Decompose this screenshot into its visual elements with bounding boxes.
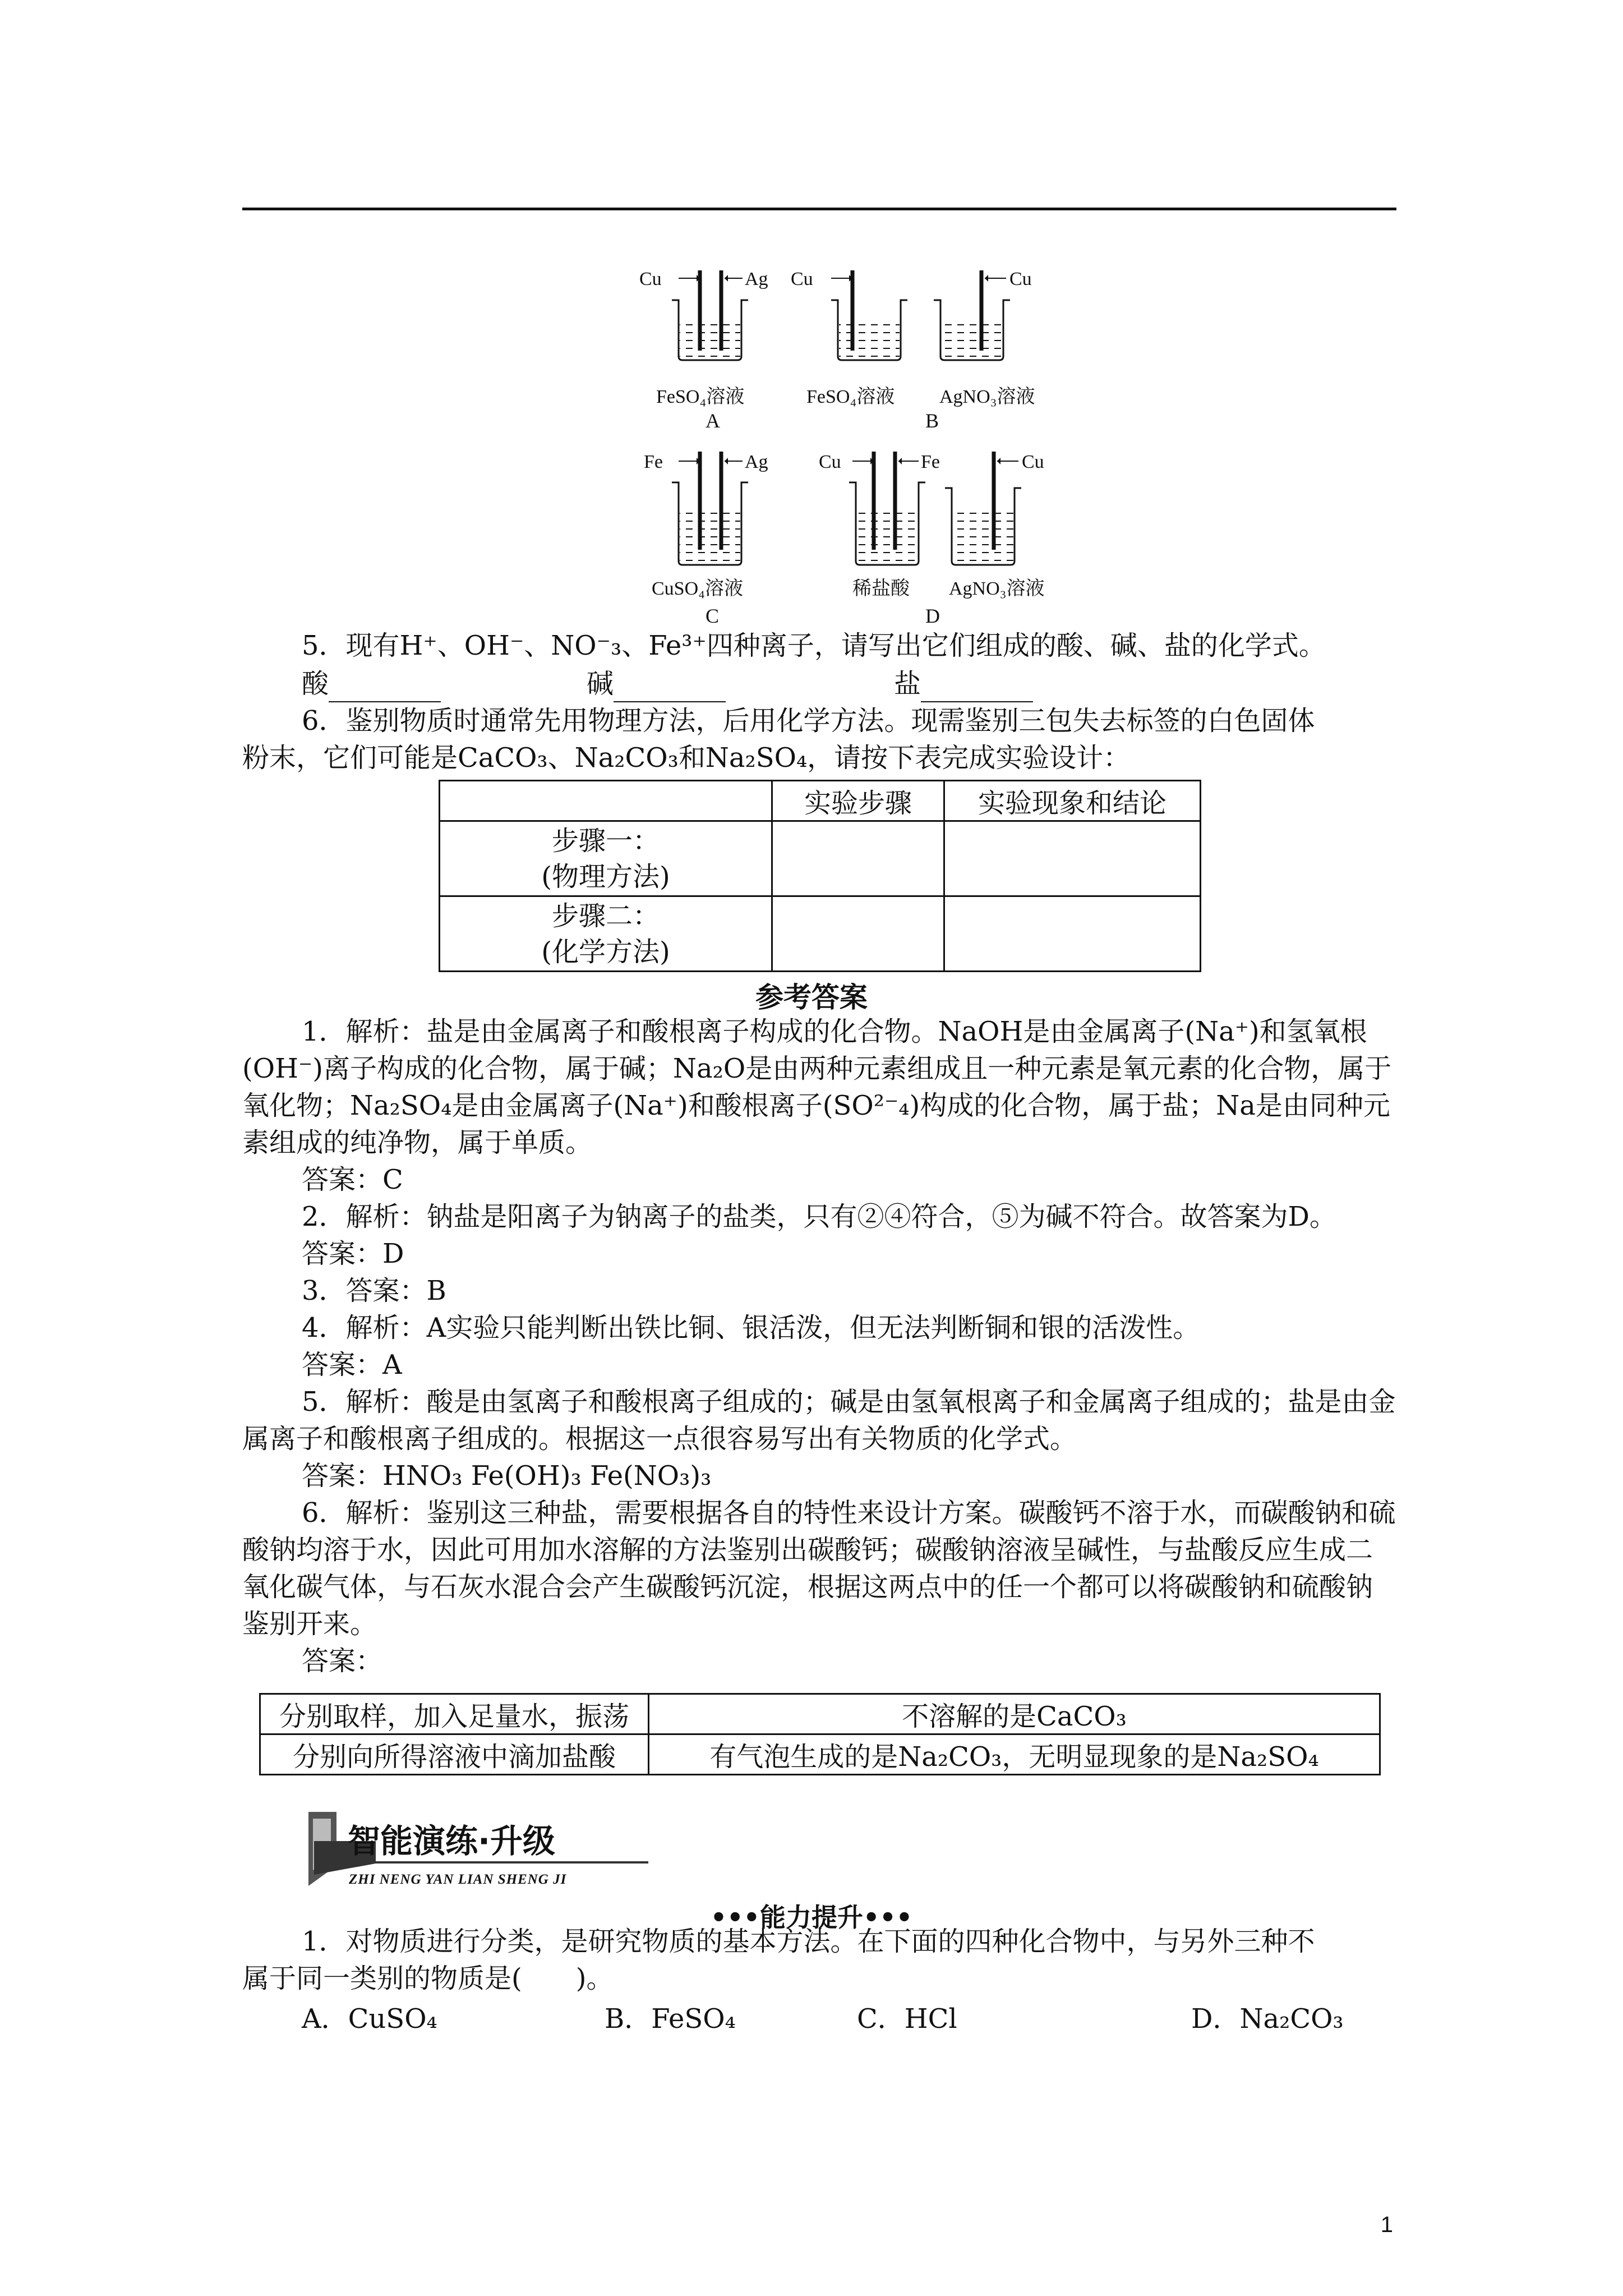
- beaker-figure: [623, 258, 1071, 634]
- label-solution-a: FeSO₄溶液: [656, 386, 745, 407]
- label-cu-d2: Cu: [1022, 452, 1044, 472]
- label-cu-b2: Cu: [1009, 269, 1032, 289]
- p1-line1: 1．对物质进行分类，是研究物质的基本方法。在下面的四种化合物中，与另外三种不: [302, 1926, 1315, 1957]
- section-banner: [303, 1807, 662, 1892]
- answer-table-r1c1: 分别取样，加入足量水，振荡: [260, 1694, 649, 1734]
- label-solution-b2: AgNO₃溶液: [939, 386, 1035, 407]
- question-5: [242, 627, 1398, 702]
- beaker-d1: [819, 452, 940, 627]
- answer-6-table: [259, 1693, 1381, 1775]
- label-d: D: [925, 605, 940, 627]
- practice-question-1: [242, 1923, 1398, 1997]
- beaker-b: [791, 269, 907, 407]
- label-b: B: [925, 409, 939, 432]
- answer-table-r2c1: 分别向所得溶液中滴加盐酸: [260, 1734, 649, 1775]
- q5-salt-blank[interactable]: [921, 673, 1033, 702]
- label-cu-b1: Cu: [791, 269, 813, 289]
- q6-table-step1: 步骤一： (物理方法): [440, 821, 772, 896]
- label-solution-d2: AgNO₃溶液: [949, 578, 1045, 599]
- q6-table-header-result: 实验现象和结论: [944, 781, 1201, 821]
- q6-table: [439, 780, 1201, 972]
- label-c: C: [706, 605, 720, 627]
- q5-blanks: [242, 665, 1398, 702]
- q5-salt-label: 盐: [894, 668, 921, 700]
- question-6: [242, 702, 1398, 776]
- answer-6-result: 答案：: [302, 1645, 383, 1677]
- section-title: •••能力提升•••: [710, 1902, 913, 1932]
- answer-2-result: 答案：D: [302, 1238, 404, 1269]
- q6-line1: 6．鉴别物质时通常先用物理方法，后用化学方法。现需鉴别三包失去标签的白色固体: [302, 705, 1315, 737]
- answer-table-r1c2: 不溶解的是CaCO₃: [649, 1694, 1380, 1734]
- label-solution-c: CuSO₄溶液: [652, 578, 743, 599]
- p1-line2: 属于同一类别的物质是( )。: [242, 1963, 614, 1994]
- answer-4-result: 答案：A: [302, 1349, 402, 1381]
- label-cu-a: Cu: [639, 269, 662, 289]
- q6-step1-cell[interactable]: [772, 821, 944, 896]
- beaker-d2: [945, 452, 1045, 599]
- q5-acid-blank[interactable]: [329, 673, 441, 702]
- q6-line2: 粉末，它们可能是CaCO₃、Na₂CO₃和Na₂SO₄，请按下表完成实验设计：: [242, 742, 1131, 774]
- banner-title: 智能演练·升级: [348, 1822, 556, 1860]
- label-cu-d1: Cu: [819, 452, 841, 472]
- page-number: 1: [1380, 2212, 1393, 2237]
- p1-option-c[interactable]: C．HCl: [857, 2003, 957, 2035]
- answer-5: 5．解析：酸是由氢离子和酸根离子组成的；碱是由氢氧根离子和金属离子组成的；盐是由金属离子和酸根离子组成的。根据这一点很容易写出有关物质的化学式。: [242, 1386, 1396, 1455]
- p1-option-d[interactable]: D．Na₂CO₃: [1191, 2003, 1344, 2035]
- banner-subtitle: ZHI NENG YAN LIAN SHENG JI: [349, 1872, 567, 1887]
- beaker-b2: [925, 269, 1035, 432]
- answers-title: 参考答案: [755, 981, 868, 1014]
- q5-acid-label: 酸: [302, 668, 329, 700]
- answer-1: 1．解析：盐是由金属离子和酸根离子构成的化合物。NaOH是由金属离子(Na⁺)和氢氧根(OH⁻)离子构成的化合物，属于碱；Na₂O是由两种元素组成且一种元素是氧元素的化合物，属于氧化物；Na₂SO₄是由金属离子(Na⁺)和酸根离子(SO²⁻₄)构成的化合物，属于盐；Na是由同种元素组成的纯净物，属于单质。: [242, 1016, 1392, 1158]
- beaker-c: [644, 452, 768, 627]
- q6-table-header-steps: 实验步骤: [772, 781, 944, 821]
- p1-option-b[interactable]: B．FeSO₄: [605, 2003, 736, 2035]
- q5-base-blank[interactable]: [614, 673, 726, 702]
- q6-step2-result-cell[interactable]: [944, 896, 1201, 972]
- q5-base-label: 碱: [587, 668, 614, 700]
- header-rule: [242, 208, 1396, 210]
- answer-5-result: 答案：HNO₃ Fe(OH)₃ Fe(NO₃)₃: [302, 1460, 712, 1492]
- answer-6: 6．解析：鉴别这三种盐，需要根据各自的特性来设计方案。碳酸钙不溶于水，而碳酸钠和硫酸钠均溶于水，因此可用加水溶解的方法鉴别出碳酸钙；碳酸钠溶液呈碱性，与盐酸反应生成二氧化碳气体，与石灰水混合会产生碳酸钙沉淀，根据这两点中的任一个都可以将碳酸钠和硫酸钠鉴别开来。: [242, 1497, 1396, 1640]
- q6-step2-cell[interactable]: [772, 896, 944, 972]
- label-ag-a: Ag: [745, 269, 768, 289]
- label-solution-d1: 稀盐酸: [852, 578, 910, 599]
- answer-2: 2．解析：钠盐是阳离子为钠离子的盐类，只有②④符合，⑤为碱不符合。故答案为D。: [302, 1201, 1337, 1232]
- answer-1-result: 答案：C: [302, 1164, 403, 1195]
- label-a: A: [706, 409, 720, 432]
- answer-3: 3．答案：B: [302, 1275, 446, 1306]
- label-fe-c: Fe: [644, 452, 663, 472]
- answers-block: [242, 1013, 1398, 1680]
- q5-text: 5．现有H⁺、OH⁻、NO⁻₃、Fe³⁺四种离子，请写出它们组成的酸、碱、盐的化学式。: [302, 630, 1326, 661]
- q6-step1-result-cell[interactable]: [944, 821, 1201, 896]
- answer-4: 4．解析：A实验只能判断出铁比铜、银活泼，但无法判断铜和银的活泼性。: [302, 1312, 1200, 1343]
- beaker-a: [639, 269, 768, 432]
- q6-table-corner: [440, 781, 772, 821]
- label-fe-d1: Fe: [921, 452, 940, 472]
- label-solution-b1: FeSO₄溶液: [806, 386, 895, 407]
- q6-table-step2: 步骤二： (化学方法): [440, 896, 772, 972]
- p1-option-a[interactable]: A．CuSO₄: [302, 2003, 437, 2035]
- label-ag-c: Ag: [745, 452, 768, 472]
- answer-table-r2c2: 有气泡生成的是Na₂CO₃，无明显现象的是Na₂SO₄: [649, 1734, 1380, 1775]
